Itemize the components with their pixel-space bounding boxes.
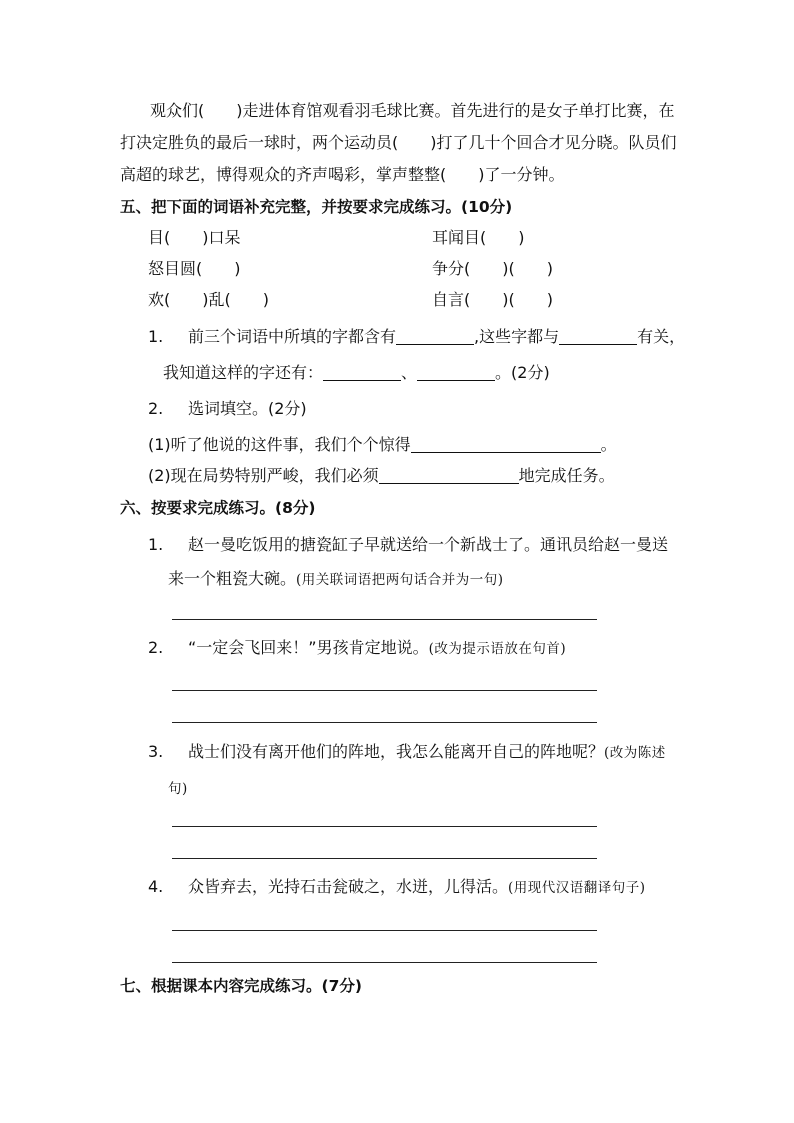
word-fill-right-3: 自言( )( ) <box>432 290 553 309</box>
section-6-title: 六、按要求完成练习。(8分) <box>120 499 316 517</box>
question-number: 1. <box>148 327 164 346</box>
s5-q2-sub1-text: (1)听了他说的这件事，我们个个惊得 <box>148 435 411 454</box>
s6-item-4-note: (用现代汉语翻译句子) <box>508 880 646 896</box>
passage-text-3: 高超的球艺，博得观众的齐声喝彩，掌声整整( )了一分钟。 <box>120 165 565 184</box>
s6-item-1-line-2 <box>168 568 504 591</box>
question-number: 3. <box>148 742 164 761</box>
passage-line-3 <box>120 164 565 186</box>
passage-text-1: 观众们( )走进体育馆观看羽毛球比赛。首先进行的是女子单打比赛，在 <box>150 101 675 120</box>
question-number: 4. <box>148 877 164 896</box>
s5-q1-text-c: 有关， <box>637 327 686 346</box>
s6-item-3-note-line-2: 句) <box>168 781 188 797</box>
s6-item-2 <box>148 637 566 660</box>
s5-q1-text-b: ,这些字都与 <box>474 327 560 346</box>
question-number: 2. <box>148 638 164 657</box>
s6-item-1 <box>148 534 668 556</box>
s6-item-3-text: 战士们没有离开他们的阵地，我怎么能离开自己的阵地呢？ <box>188 742 605 761</box>
s6-item-1-text-2: 来一个粗瓷大碗。 <box>168 569 297 588</box>
answer-blank[interactable] <box>396 328 474 345</box>
word-fill-left-2: 怒目圆( ) <box>148 259 241 278</box>
s6-item-4-text: 众皆弃去，光持石击瓮破之，水迸，儿得活。 <box>188 877 509 896</box>
question-number: 2. <box>148 399 164 418</box>
passage-line-1 <box>150 100 675 122</box>
answer-blank[interactable] <box>379 467 519 484</box>
s5-q2-sub2-end: 地完成任务。 <box>518 466 615 485</box>
s5-question-1-line-2 <box>163 362 550 384</box>
s5-question-1 <box>148 326 685 348</box>
s5-q2-sub-2 <box>148 465 615 487</box>
s5-q2-sub1-end: 。 <box>600 435 617 454</box>
s5-q2-sub-1 <box>148 434 617 456</box>
answer-line[interactable] <box>172 930 597 931</box>
word-fill-left-3: 欢( )乱( ) <box>148 290 269 309</box>
s5-q2-sub2-text: (2)现在局势特别严峻，我们必须 <box>148 466 379 485</box>
section-5-title: 五、把下面的词语补充完整，并按要求完成练习。(10分) <box>120 198 513 216</box>
answer-line[interactable] <box>172 962 597 963</box>
answer-line[interactable] <box>172 722 597 723</box>
answer-blank[interactable] <box>559 328 637 345</box>
question-number: 1. <box>148 535 164 554</box>
s5-q1-text-a: 前三个词语中所填的字都含有 <box>188 327 397 346</box>
answer-line[interactable] <box>172 858 597 859</box>
s6-item-4 <box>148 876 646 899</box>
answer-blank[interactable] <box>323 364 401 381</box>
answer-line[interactable] <box>172 826 597 827</box>
answer-blank[interactable] <box>417 364 495 381</box>
s6-item-2-note: (改为提示语放在句首) <box>428 641 567 657</box>
word-fill-right-2: 争分( )( ) <box>432 259 553 278</box>
s6-item-1-note: (用关联词语把两句话合并为一句) <box>296 572 504 588</box>
separator: 、 <box>401 363 418 382</box>
answer-line[interactable] <box>172 690 597 691</box>
answer-line[interactable] <box>172 619 597 620</box>
word-fill-left-1: 目( )口呆 <box>148 228 241 247</box>
passage-text-2: 打决定胜负的最后一球时，两个运动员( )打了几十个回合才见分晓。队员们 <box>120 133 677 152</box>
passage-line-2 <box>120 132 677 154</box>
s6-item-2-text: “一定会飞回来！”男孩肯定地说。 <box>188 638 429 657</box>
answer-blank[interactable] <box>411 436 601 453</box>
section-7-title: 七、根据课本内容完成练习。(7分) <box>120 977 362 995</box>
s6-item-3-note: (改为陈述 <box>604 745 666 761</box>
s5-q2-text: 选词填空。(2分) <box>188 399 307 418</box>
s6-item-3 <box>148 741 666 764</box>
s5-question-2 <box>148 398 307 420</box>
s5-q1-end: 。(2分) <box>495 363 550 382</box>
s6-item-1-text: 赵一曼吃饭用的搪瓷缸子早就送给一个新战士了。通讯员给赵一曼送 <box>188 535 669 554</box>
s5-q1-line2-text: 我知道这样的字还有： <box>163 363 324 382</box>
word-fill-right-1: 耳闻目( ) <box>432 228 525 247</box>
